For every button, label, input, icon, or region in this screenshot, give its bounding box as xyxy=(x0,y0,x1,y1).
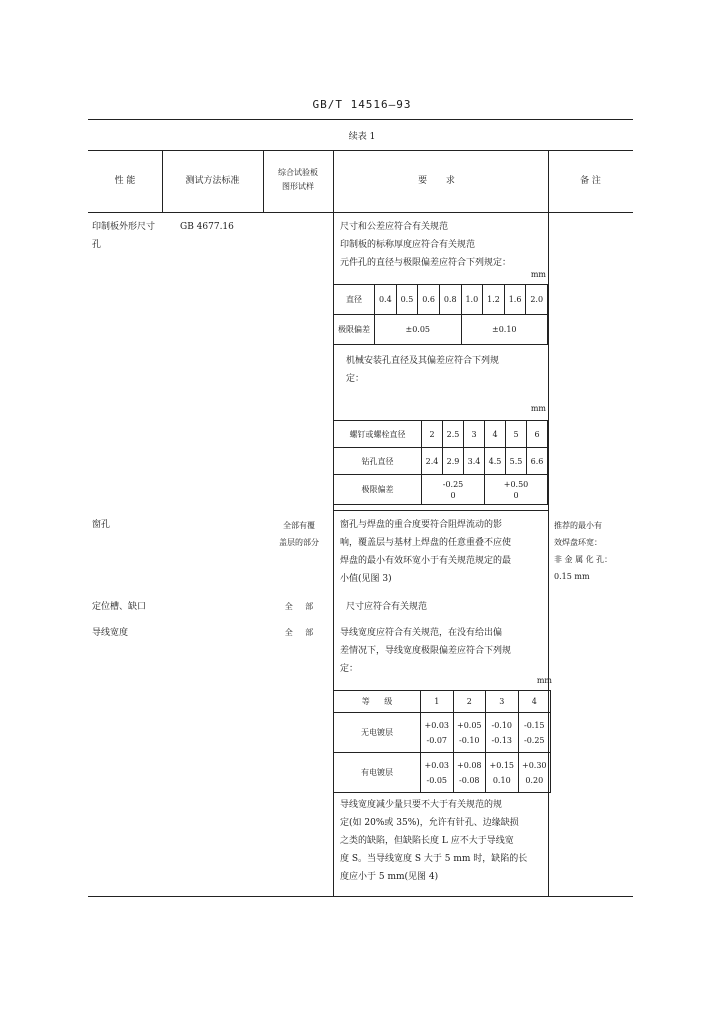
note-line: 导线宽度减少量只要不大于有关规范的规 xyxy=(340,800,503,810)
test-board-line: 盖层的部分 xyxy=(279,538,319,547)
performance-line: 印制板外形尺寸 xyxy=(92,222,156,232)
screw-cell: 6 xyxy=(527,421,548,448)
note-line: 度应小于 5 mm(见图 4) xyxy=(340,872,439,882)
table-row xyxy=(334,315,548,345)
requirement-line: 机械安装孔直径及其偏差应符合下列规 xyxy=(346,356,500,366)
test-board-label: 全 部 xyxy=(284,628,314,637)
requirement-text xyxy=(340,624,511,678)
deviation-lower: 0 xyxy=(450,490,456,500)
tolerance-upper: +0.03 xyxy=(424,720,449,730)
diameter-cell: 0.6 xyxy=(418,285,440,315)
tolerance-cell xyxy=(518,753,551,793)
tolerance-lower: -0.05 xyxy=(426,775,447,785)
test-board-label xyxy=(268,517,330,551)
tolerance-upper: +0.30 xyxy=(521,760,547,770)
drill-cell: 2.9 xyxy=(443,448,464,475)
screw-cell: 2 xyxy=(422,421,443,448)
unit-label: mm xyxy=(530,270,546,279)
performance-label: 窗孔 xyxy=(92,520,111,530)
tolerance-lower: -0.08 xyxy=(458,775,480,785)
col-header-performance: 性 能 xyxy=(114,176,136,186)
deviation-label: 极限偏差 xyxy=(334,475,422,505)
deviation-cell xyxy=(422,475,485,505)
req-divider xyxy=(333,510,548,511)
drill-cell: 3.4 xyxy=(464,448,485,475)
requirement-line: 尺寸应符合有关规范 xyxy=(346,602,428,612)
tolerance-cell xyxy=(486,713,519,753)
tolerance-lower: -0.10 xyxy=(458,735,480,745)
performance-label: 导线宽度 xyxy=(92,628,129,638)
col-header-test-board xyxy=(263,166,333,194)
diameter-cell: 1.2 xyxy=(483,285,505,315)
requirement-line: 印制板的标称厚度应符合有关规范 xyxy=(340,240,476,250)
tolerance-upper: +0.03 xyxy=(424,760,449,770)
table-bottom-rule xyxy=(88,896,633,897)
deviation-cell: ±0.05 xyxy=(375,315,462,345)
diameter-label: 直径 xyxy=(334,285,375,315)
tolerance-lower: -0.07 xyxy=(426,735,447,745)
width-tolerance-table xyxy=(333,690,551,793)
note-line: 度 S。当导线宽度 S 大于 5 mm 时，缺陷的长 xyxy=(340,854,528,864)
col-header-test-method: 测试方法标准 xyxy=(185,176,240,186)
drill-cell: 4.5 xyxy=(485,448,506,475)
requirement-line: 窗孔与焊盘的重合度要符合阻焊流动的影 xyxy=(340,520,503,530)
test-board-label: 全 部 xyxy=(284,602,314,611)
deviation-cell xyxy=(485,475,548,505)
tolerance-lower: -0.25 xyxy=(523,735,545,745)
width-note-text xyxy=(340,796,527,886)
plated-label: 有电镀层 xyxy=(334,753,421,793)
diameter-cell: 0.4 xyxy=(375,285,397,315)
diameter-cell: 1.6 xyxy=(504,285,526,315)
note-line: 定(如 20%或 35%)，允许有针孔、边缘缺损 xyxy=(340,818,519,828)
remark-line: 效焊盘环宽： xyxy=(554,538,602,547)
requirement-line: 小值(见图 3) xyxy=(340,574,392,584)
requirement-text xyxy=(340,516,511,588)
performance-line: 孔 xyxy=(92,240,102,250)
deviation-label: 极限偏差 xyxy=(334,315,375,345)
table-title: 续表 1 xyxy=(348,132,376,142)
requirement-line: 导线宽度应符合有关规范，在没有给出偏 xyxy=(340,628,503,638)
hole-diameter-table xyxy=(333,284,548,345)
deviation-cell: ±0.10 xyxy=(461,315,548,345)
tolerance-cell xyxy=(421,713,454,753)
table-row xyxy=(334,713,551,753)
requirement-line: 响，覆盖层与基材上焊盘的任意重叠不应使 xyxy=(340,538,512,548)
requirement-text xyxy=(340,218,511,272)
col-header-remarks: 备 注 xyxy=(580,176,601,186)
deviation-upper: +0.50 xyxy=(503,479,529,489)
remark-line: 非 金 属 化 孔： xyxy=(554,555,613,564)
tolerance-upper: +0.15 xyxy=(489,760,514,770)
tolerance-lower: -0.13 xyxy=(491,735,512,745)
table-row xyxy=(334,475,548,505)
mount-hole-text xyxy=(346,352,499,388)
requirement-line: 定： xyxy=(346,374,365,384)
unit-label: mm xyxy=(536,676,552,685)
drill-cell: 2.4 xyxy=(422,448,443,475)
table-row xyxy=(334,691,551,713)
diameter-cell: 2.0 xyxy=(526,285,548,315)
remark-line: 推荐的最小有 xyxy=(554,521,602,530)
tolerance-upper: +0.05 xyxy=(456,720,482,730)
mount-hole-table xyxy=(333,420,548,505)
requirement-line: 定： xyxy=(340,664,359,674)
requirement-line: 元件孔的直径与极限偏差应符合下列规定： xyxy=(340,258,512,268)
test-board-line: 全部有覆 xyxy=(283,521,315,530)
remark-text xyxy=(554,517,612,585)
table-row xyxy=(334,448,548,475)
performance-label xyxy=(92,218,155,254)
standard-code: GB/T 14516—93 xyxy=(312,98,412,111)
drill-cell: 5.5 xyxy=(506,448,527,475)
tolerance-cell xyxy=(453,713,486,753)
diameter-cell: 0.5 xyxy=(396,285,418,315)
screw-cell: 2.5 xyxy=(443,421,464,448)
screw-cell: 3 xyxy=(464,421,485,448)
deviation-upper: -0.25 xyxy=(442,479,464,489)
col-header-test-board-line: 图形试样 xyxy=(282,182,314,191)
deviation-lower: 0 xyxy=(513,490,519,500)
tolerance-cell xyxy=(518,713,551,753)
tolerance-lower: 0.20 xyxy=(525,775,544,785)
tolerance-upper: -0.15 xyxy=(523,720,545,730)
requirement-line: 焊盘的最小有效环宽小于有关规范规定的最 xyxy=(340,556,512,566)
tolerance-upper: +0.08 xyxy=(456,760,482,770)
col-header-test-board-line: 综合试验板 xyxy=(278,168,318,177)
tolerance-upper: -0.10 xyxy=(491,720,512,730)
note-line: 之类的缺陷，但缺陷长度 L 应不大于导线宽 xyxy=(340,836,514,846)
table-row xyxy=(334,753,551,793)
table-top-rule xyxy=(88,150,633,151)
grade-cell: 4 xyxy=(518,691,551,713)
grade-label: 等 级 xyxy=(334,691,421,713)
tolerance-lower: 0.10 xyxy=(492,775,511,785)
tolerance-cell xyxy=(421,753,454,793)
grade-cell: 3 xyxy=(486,691,519,713)
table-row xyxy=(334,285,548,315)
header-rule xyxy=(88,119,633,120)
requirement-line: 尺寸和公差应符合有关规范 xyxy=(340,222,449,232)
grade-cell: 2 xyxy=(453,691,486,713)
table-row xyxy=(334,421,548,448)
screw-cell: 4 xyxy=(485,421,506,448)
tolerance-cell xyxy=(453,753,486,793)
grade-cell: 1 xyxy=(421,691,454,713)
screw-cell: 5 xyxy=(506,421,527,448)
unit-label: mm xyxy=(530,404,546,413)
tolerance-cell xyxy=(486,753,519,793)
diameter-cell: 1.0 xyxy=(461,285,483,315)
drill-label: 钻孔直径 xyxy=(334,448,422,475)
header-bottom-rule xyxy=(88,212,633,213)
requirement-line: 差情况下，导线宽度极限偏差应符合下列规 xyxy=(340,646,512,656)
diameter-cell: 0.8 xyxy=(439,285,461,315)
screw-label: 螺钉或螺栓直径 xyxy=(334,421,422,448)
remark-line: 0.15 mm xyxy=(554,572,590,581)
unplated-label: 无电镀层 xyxy=(334,713,421,753)
drill-cell: 6.6 xyxy=(527,448,548,475)
method-standard: GB 4677.16 xyxy=(180,222,234,232)
col-header-requirements: 要 求 xyxy=(418,176,463,186)
performance-label: 定位槽、缺口 xyxy=(92,602,147,612)
